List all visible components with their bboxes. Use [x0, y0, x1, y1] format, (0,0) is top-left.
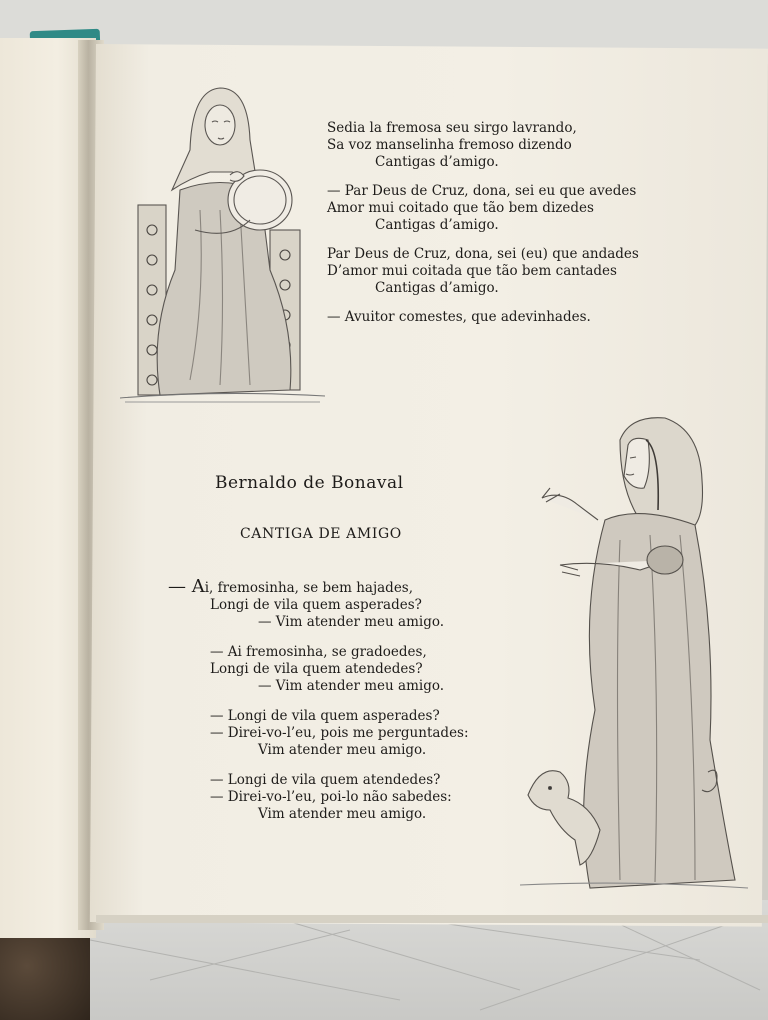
poem1-refrain: Cantigas d’amigo. — [375, 280, 499, 296]
poem2-first-line-dash: — A — [168, 576, 205, 597]
poem2-line: — Ai fremosinha, se gradoedes, — [210, 644, 427, 660]
poem-title: CANTIGA DE AMIGO — [240, 526, 402, 542]
page-edge — [96, 915, 768, 923]
poem1-line: — Avuitor comestes, que adevinhades. — [327, 309, 591, 325]
poem2-line: — Longi de vila quem atendedes? — [210, 772, 441, 788]
poem1-line: — Par Deus de Cruz, dona, sei eu que avedes — [327, 183, 637, 199]
poem1-line: Amor mui coitado que tão bem dizedes — [327, 200, 594, 216]
author-heading: Bernaldo de Bonaval — [215, 473, 404, 493]
poem2-refrain: — Vim atender meu amigo. — [258, 614, 445, 630]
poem2-line: — Direi-vo-l’eu, poi-lo não sabedes: — [210, 789, 452, 805]
poem2-first-line-rest: i, fremosinha, se bem hajades, — [204, 580, 414, 596]
poem2-line: Longi de vila quem atendedes? — [210, 661, 423, 677]
poem2-refrain: Vim atender meu amigo. — [258, 742, 427, 758]
poem2-line: — Longi de vila quem asperades? — [210, 708, 440, 724]
poem2-refrain: Vim atender meu amigo. — [258, 806, 427, 822]
dark-cloth — [0, 930, 90, 1020]
poem1-refrain: Cantigas d’amigo. — [375, 154, 499, 170]
poem1-refrain: Cantigas d’amigo. — [375, 217, 499, 233]
poem2-body — [210, 597, 469, 823]
standing-hooded-woman-with-dog-illustration — [520, 410, 750, 895]
poem1-line: Sedia la fremosa seu sirgo lavrando, — [327, 120, 577, 136]
poem2-refrain: — Vim atender meu amigo. — [258, 678, 445, 694]
poem2-line: Longi de vila quem asperades? — [210, 597, 422, 613]
seated-lady-with-tambourine-illustration — [120, 80, 330, 410]
poem1-line: Sa voz manselinha fremoso dizendo — [327, 137, 572, 153]
poem2 — [168, 578, 413, 597]
poem1-line: Par Deus de Cruz, dona, sei (eu) que andades — [327, 246, 639, 262]
poem2-line: — Direi-vo-l’eu, pois me perguntades: — [210, 725, 469, 741]
poem1-line: D’amor mui coitada que tão bem cantades — [327, 263, 617, 279]
poem1 — [327, 120, 639, 326]
poem2-first-line — [168, 578, 413, 597]
